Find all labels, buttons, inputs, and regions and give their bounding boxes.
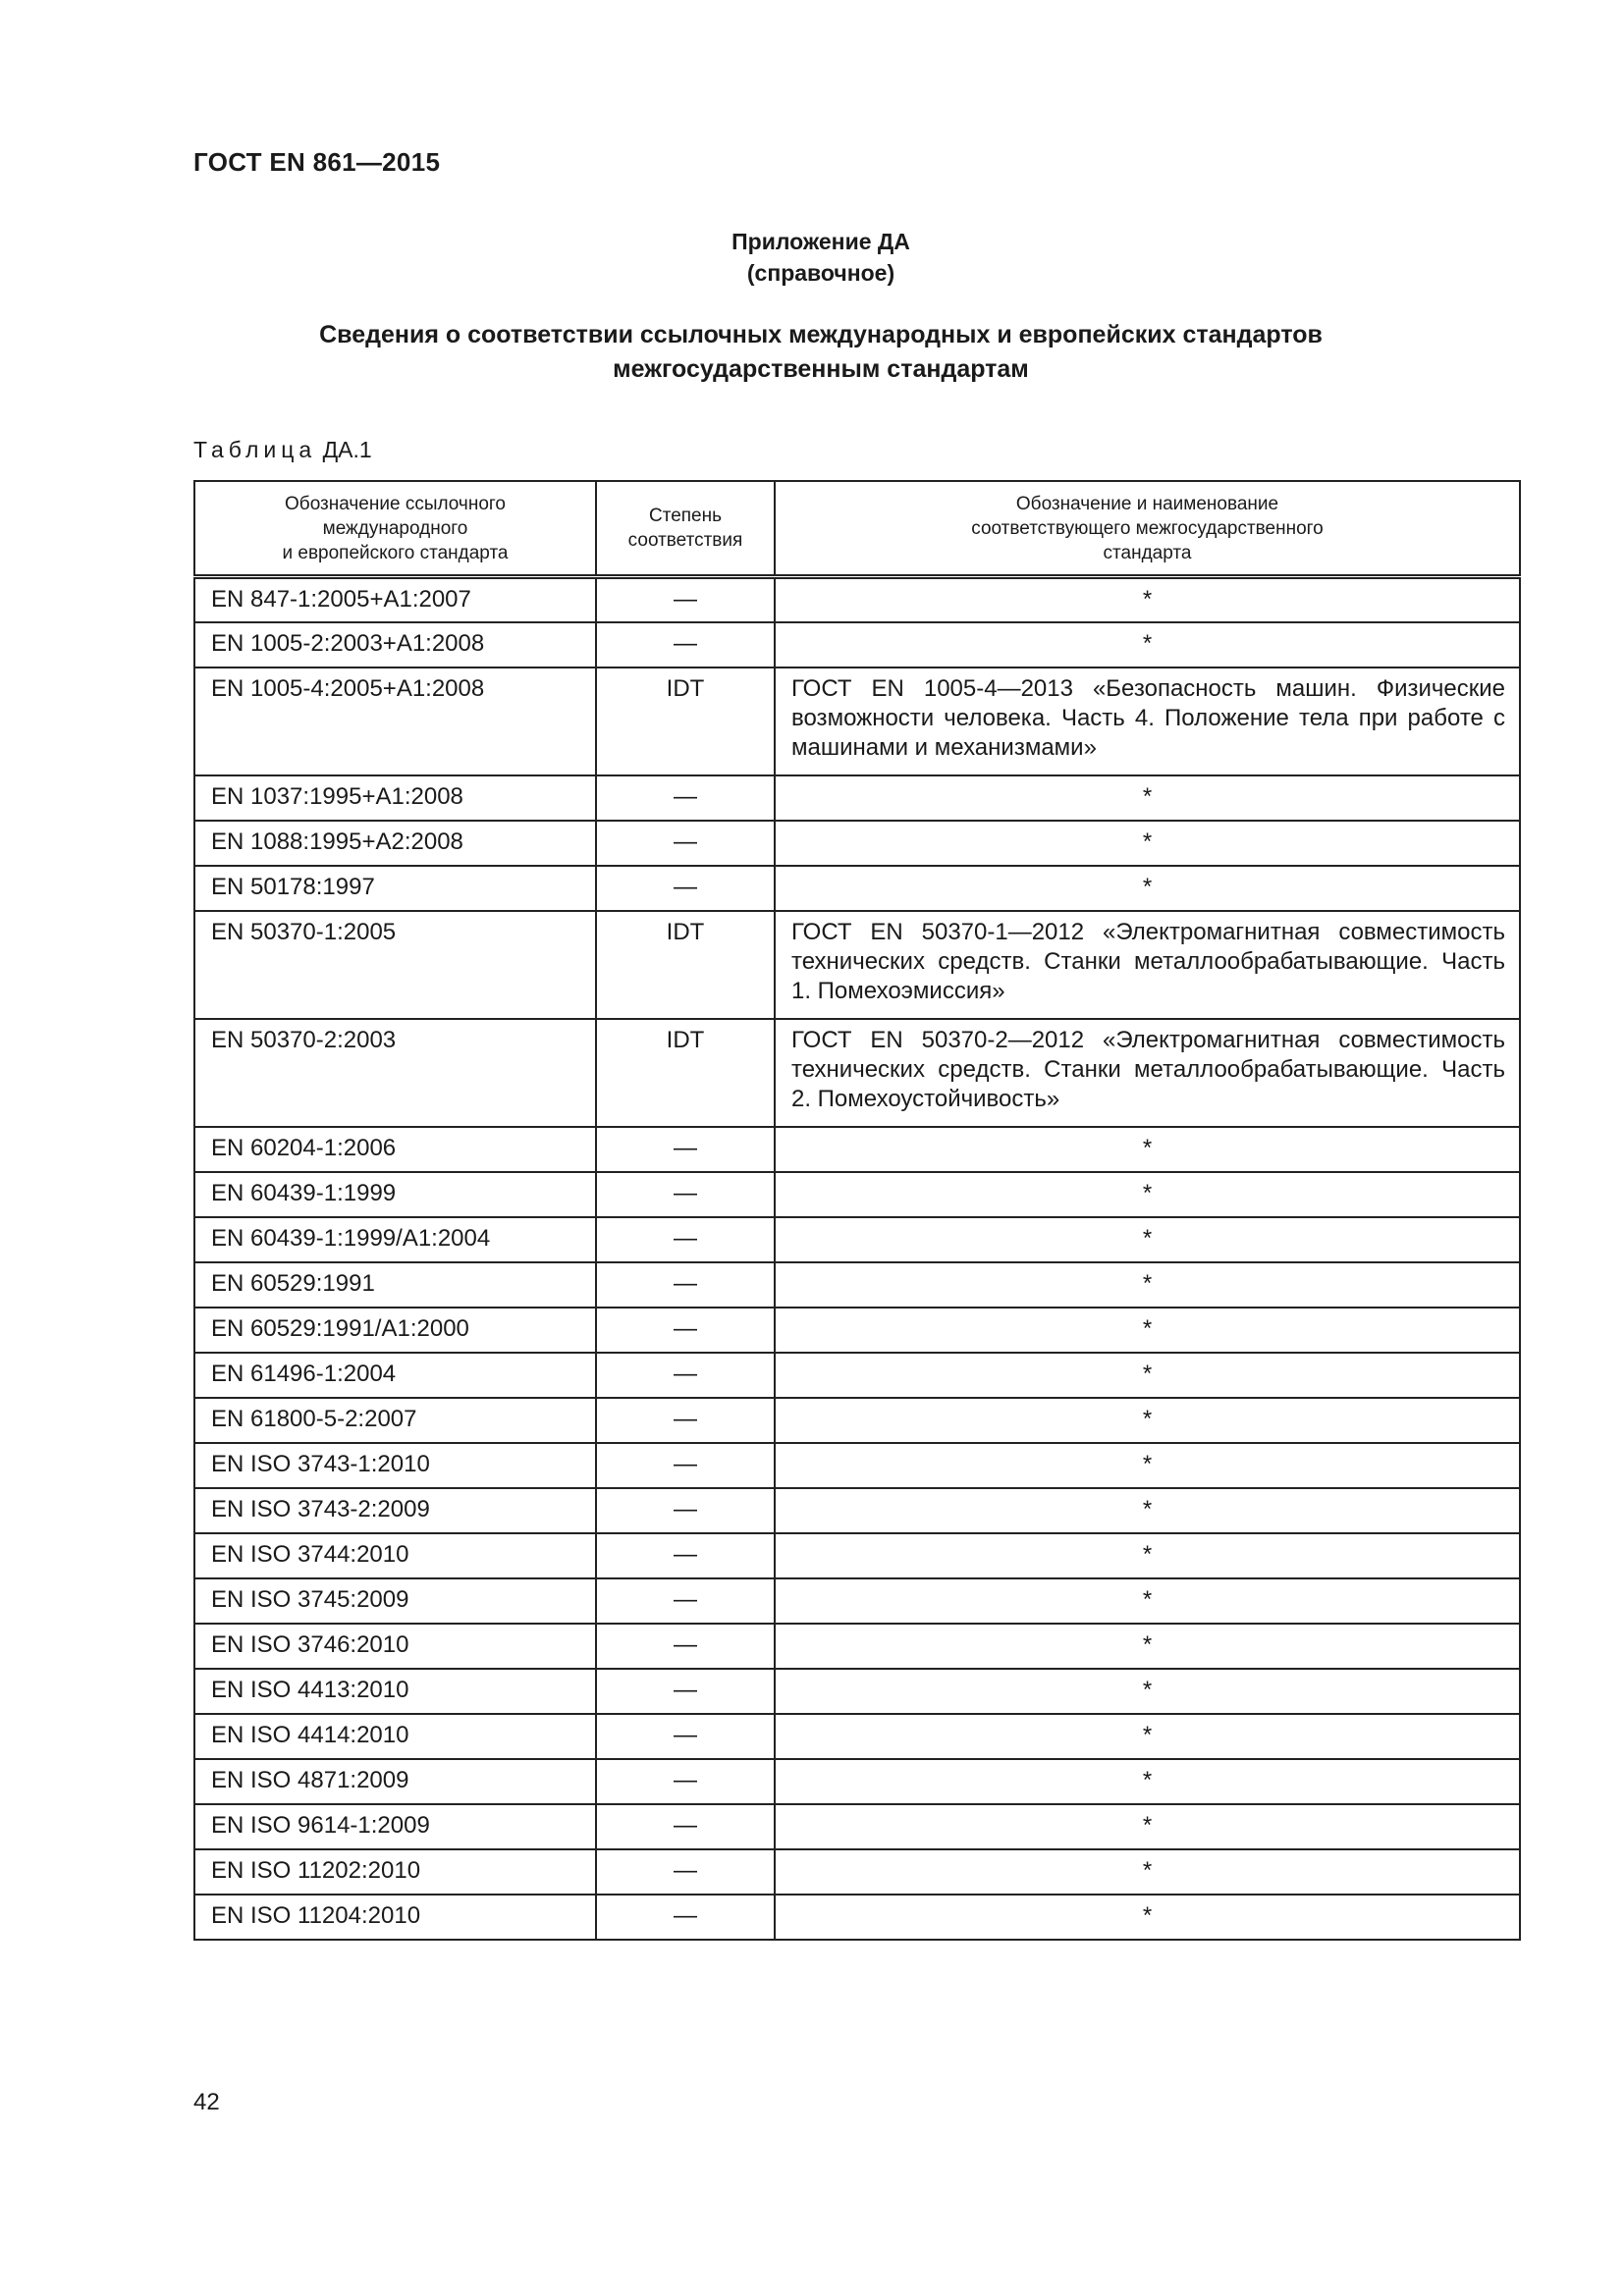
section-title-line-2: межгосударственным стандартам [613,355,1029,383]
reference-standard-cell: EN 61800-5-2:2007 [194,1398,596,1443]
degree-cell: — [596,1669,775,1714]
table-row [194,667,1520,775]
degree-cell: — [596,1488,775,1533]
degree-cell: — [596,577,775,622]
table-row [194,1172,1520,1217]
table-row [194,1533,1520,1578]
section-title [0,318,1624,387]
table-row [194,1308,1520,1353]
table-row [194,1849,1520,1895]
header-interstate-standard [775,481,1520,577]
degree-cell: — [596,1759,775,1804]
annex-title: Приложение ДА [731,229,910,254]
table-row [194,1804,1520,1849]
page-number: 42 [193,2089,220,2115]
interstate-standard-cell: * [775,1262,1520,1308]
table-header-row [194,481,1520,577]
interstate-standard-cell: * [775,577,1520,622]
degree-cell: — [596,1127,775,1172]
table-row [194,1353,1520,1398]
reference-standard-cell: EN 50370-2:2003 [194,1019,596,1127]
header-line: стандарта [1103,542,1192,563]
degree-cell: — [596,1443,775,1488]
annex-heading [0,226,1624,289]
degree-cell: — [596,1578,775,1624]
reference-standard-cell: EN ISO 11202:2010 [194,1849,596,1895]
reference-standard-cell: EN 50178:1997 [194,866,596,911]
reference-standard-cell: EN 1088:1995+A2:2008 [194,821,596,866]
degree-cell: — [596,866,775,911]
interstate-standard-cell: * [775,1398,1520,1443]
degree-cell: — [596,1849,775,1895]
reference-standard-cell: EN 60439-1:1999 [194,1172,596,1217]
interstate-standard-cell: * [775,1488,1520,1533]
table-row [194,1127,1520,1172]
table-row [194,577,1520,622]
header-degree-of-correspondence [596,481,775,577]
table-row [194,1759,1520,1804]
table-row [194,821,1520,866]
interstate-standard-cell: * [775,1895,1520,1940]
reference-standard-cell: EN ISO 11204:2010 [194,1895,596,1940]
table-caption-word: Таблица [193,437,317,462]
interstate-standard-cell: * [775,1533,1520,1578]
reference-standard-cell: EN ISO 4413:2010 [194,1669,596,1714]
interstate-standard-cell: * [775,1714,1520,1759]
table-row [194,1669,1520,1714]
interstate-standard-cell: * [775,866,1520,911]
reference-standard-cell: EN ISO 4414:2010 [194,1714,596,1759]
degree-cell: — [596,775,775,821]
header-line: соответствующего межгосударственного [971,517,1324,539]
reference-standard-cell: EN ISO 3743-2:2009 [194,1488,596,1533]
header-line: и европейского стандарта [282,542,509,563]
table-row [194,1895,1520,1940]
interstate-standard-cell: ГОСТ EN 1005-4—2013 «Безопасность машин. Физические возможности человека. Часть 4. Положение тела при работе с машинами и механизмами» [775,667,1520,775]
table-row [194,866,1520,911]
degree-cell: — [596,1533,775,1578]
table-row [194,911,1520,1019]
degree-cell: — [596,1895,775,1940]
reference-standard-cell: EN 60204-1:2006 [194,1127,596,1172]
reference-standard-cell: EN 1005-2:2003+A1:2008 [194,622,596,667]
table-row [194,1578,1520,1624]
header-reference-standard [194,481,596,577]
table-caption [193,437,372,463]
standards-correspondence-table [193,480,1521,1941]
annex-type: (справочное) [746,260,895,286]
degree-cell: — [596,1624,775,1669]
interstate-standard-cell: * [775,1624,1520,1669]
degree-cell: — [596,1172,775,1217]
reference-standard-cell: EN ISO 9614-1:2009 [194,1804,596,1849]
degree-cell: — [596,1308,775,1353]
interstate-standard-cell: * [775,1443,1520,1488]
interstate-standard-cell: * [775,775,1520,821]
reference-standard-cell: EN 60529:1991 [194,1262,596,1308]
document-code: ГОСТ EN 861—2015 [193,147,441,177]
section-title-line-1: Сведения о соответствии ссылочных международных и европейских стандартов [319,321,1323,348]
degree-cell: — [596,1353,775,1398]
interstate-standard-cell: * [775,1849,1520,1895]
interstate-standard-cell: * [775,1669,1520,1714]
reference-standard-cell: EN ISO 3744:2010 [194,1533,596,1578]
table-row [194,1019,1520,1127]
degree-cell: IDT [596,667,775,775]
table-row [194,1398,1520,1443]
table-row [194,1217,1520,1262]
table-row [194,622,1520,667]
header-line: Обозначение ссылочного [285,493,506,514]
reference-standard-cell: EN ISO 3743-1:2010 [194,1443,596,1488]
interstate-standard-cell: * [775,1127,1520,1172]
degree-cell: — [596,1217,775,1262]
reference-standard-cell: EN 61496-1:2004 [194,1353,596,1398]
header-line: Степень [648,506,723,526]
header-line: Обозначение и наименование [1015,493,1279,514]
reference-standard-cell: EN 60529:1991/A1:2000 [194,1308,596,1353]
interstate-standard-cell: * [775,1578,1520,1624]
reference-standard-cell: EN ISO 3745:2009 [194,1578,596,1624]
degree-cell: IDT [596,911,775,1019]
degree-cell: — [596,622,775,667]
interstate-standard-cell: ГОСТ EN 50370-2—2012 «Электромагнитная совместимость технических средств. Станки металлообрабатывающие. Часть 2. Помехоустойчивость» [775,1019,1520,1127]
reference-standard-cell: EN ISO 3746:2010 [194,1624,596,1669]
degree-cell: — [596,1804,775,1849]
degree-cell: — [596,821,775,866]
table-row [194,1443,1520,1488]
degree-cell: IDT [596,1019,775,1127]
reference-standard-cell: EN 1005-4:2005+A1:2008 [194,667,596,775]
reference-standard-cell: EN 847-1:2005+A1:2007 [194,577,596,622]
table-row [194,1624,1520,1669]
table-row [194,775,1520,821]
reference-standard-cell: EN ISO 4871:2009 [194,1759,596,1804]
reference-standard-cell: EN 60439-1:1999/A1:2004 [194,1217,596,1262]
degree-cell: — [596,1398,775,1443]
interstate-standard-cell: * [775,1759,1520,1804]
interstate-standard-cell: * [775,1804,1520,1849]
interstate-standard-cell: * [775,1217,1520,1262]
interstate-standard-cell: * [775,821,1520,866]
interstate-standard-cell: ГОСТ EN 50370-1—2012 «Электромагнитная совместимость технических средств. Станки металлообрабатывающие. Часть 1. Помехоэмиссия» [775,911,1520,1019]
table-row [194,1714,1520,1759]
reference-standard-cell: EN 50370-1:2005 [194,911,596,1019]
interstate-standard-cell: * [775,1353,1520,1398]
table-caption-number: ДА.1 [322,437,372,462]
interstate-standard-cell: * [775,622,1520,667]
table-row [194,1488,1520,1533]
interstate-standard-cell: * [775,1308,1520,1353]
reference-standard-cell: EN 1037:1995+A1:2008 [194,775,596,821]
table-row [194,1262,1520,1308]
header-line: соответствия [627,530,743,551]
degree-cell: — [596,1714,775,1759]
degree-cell: — [596,1262,775,1308]
header-line: международного [322,517,468,539]
interstate-standard-cell: * [775,1172,1520,1217]
